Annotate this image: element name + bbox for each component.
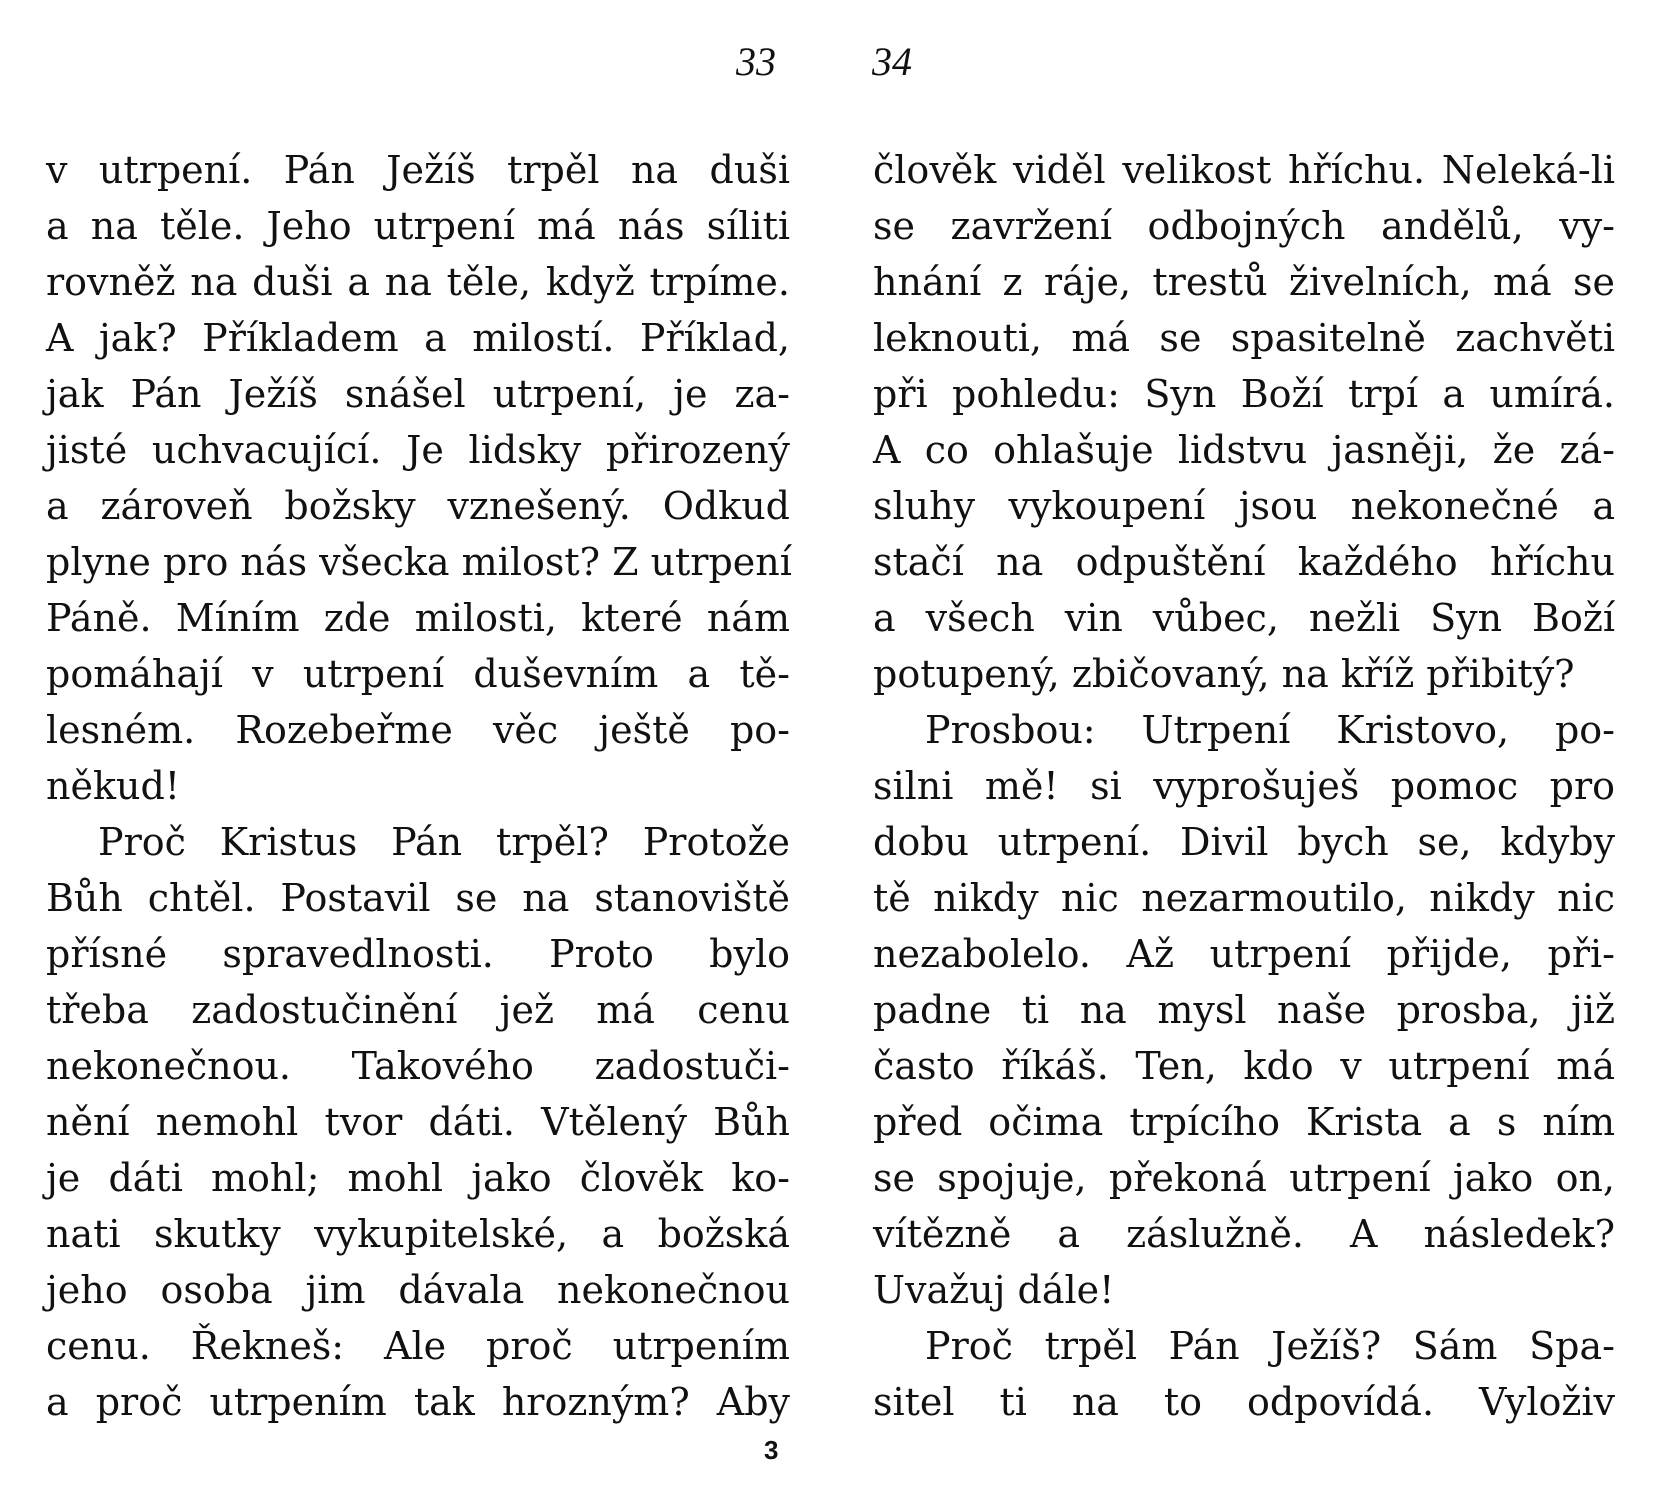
text-line: přísné spravedlnosti. Proto bylo xyxy=(46,932,790,976)
text-line: Páně. Míním zde milosti, které nám xyxy=(46,596,790,640)
text-line: nezabolelo. Až utrpení přijde, při- xyxy=(873,932,1615,976)
text-line: nění nemohl tvor dáti. Vtělený Bůh xyxy=(46,1100,790,1144)
text-line: Bůh chtěl. Postavil se na stanoviště xyxy=(46,876,790,920)
text-line: A co ohlašuje lidstvu jasněji, že zá- xyxy=(873,428,1615,472)
text-line: padne ti na mysl naše prosba, již xyxy=(873,988,1615,1032)
text-line: leknouti, má se spasitelně zachvěti xyxy=(873,316,1615,360)
text-line: při pohledu: Syn Boží trpí a umírá. xyxy=(873,372,1615,416)
text-line: a proč utrpením tak hrozným? Aby xyxy=(46,1380,790,1424)
text-line: jisté uchvacující. Je lidsky přirozený xyxy=(46,428,790,472)
text-line: dobu utrpení. Divil bych se, kdyby xyxy=(873,820,1615,864)
text-line: A jak? Příkladem a milostí. Příklad, xyxy=(46,316,790,360)
text-line: nekonečnou. Takového zadostuči- xyxy=(46,1044,790,1088)
text-line: a všech vin vůbec, nežli Syn Boží xyxy=(873,596,1615,640)
text-line: potupený, zbičovaný, na kříž přibitý? xyxy=(873,652,1575,696)
text-line: a na těle. Jeho utrpení má nás síliti xyxy=(46,204,790,248)
page-number-right: 34 xyxy=(872,39,912,84)
page-number-left: 33 xyxy=(736,39,776,84)
text-line: silni mě! si vyprošuješ pomoc pro xyxy=(873,764,1615,808)
signature-mark: 3 xyxy=(764,1435,779,1465)
text-line: třeba zadostučinění jež má cenu xyxy=(46,988,790,1032)
text-line: před očima trpícího Krista a s ním xyxy=(873,1100,1615,1144)
text-line: Prosbou: Utrpení Kristovo, po- xyxy=(925,708,1615,752)
text-line: nati skutky vykupitelské, a božská xyxy=(46,1212,790,1256)
text-line: hnání z ráje, trestů živelních, má se xyxy=(873,260,1615,304)
text-line: Proč trpěl Pán Ježíš? Sám Spa- xyxy=(925,1324,1615,1368)
text-line: Proč Kristus Pán trpěl? Protože xyxy=(98,820,790,864)
text-line: vítězně a záslužně. A následek? xyxy=(873,1212,1615,1256)
text-line: plyne pro nás všecka milost? Z utrpení xyxy=(46,540,792,584)
text-line: se zavržení odbojných andělů, vy- xyxy=(873,204,1615,248)
text-line: rovněž na duši a na těle, když trpíme. xyxy=(46,260,790,304)
text-line: tě nikdy nic nezarmoutilo, nikdy nic xyxy=(873,876,1615,920)
text-line: sluhy vykoupení jsou nekonečné a xyxy=(873,484,1615,528)
text-line: je dáti mohl; mohl jako člověk ko- xyxy=(46,1156,790,1200)
right-page-text xyxy=(873,142,1615,1430)
text-line: pomáhají v utrpení duševním a tě- xyxy=(46,652,790,696)
left-page-text xyxy=(46,142,790,1430)
text-line: stačí na odpuštění každého hříchu xyxy=(873,540,1615,584)
text-line: jak Pán Ježíš snášel utrpení, je za- xyxy=(46,372,790,416)
text-line: často říkáš. Ten, kdo v utrpení má xyxy=(873,1044,1615,1088)
text-line: Uvažuj dále! xyxy=(873,1268,1115,1312)
text-line: jeho osoba jim dávala nekonečnou xyxy=(46,1268,790,1312)
text-line: se spojuje, překoná utrpení jako on, xyxy=(873,1156,1615,1200)
text-line: a zároveň božsky vznešený. Odkud xyxy=(46,484,790,528)
text-line: lesném. Rozebeřme věc ještě po- xyxy=(46,708,790,752)
text-line: v utrpení. Pán Ježíš trpěl na duši xyxy=(46,148,790,192)
text-line: někud! xyxy=(46,764,181,808)
text-line: člověk viděl velikost hříchu. Neleká-li xyxy=(873,148,1615,192)
text-line: cenu. Řekneš: Ale proč utrpením xyxy=(46,1324,790,1368)
text-line: sitel ti na to odpovídá. Vyloživ xyxy=(873,1380,1615,1424)
